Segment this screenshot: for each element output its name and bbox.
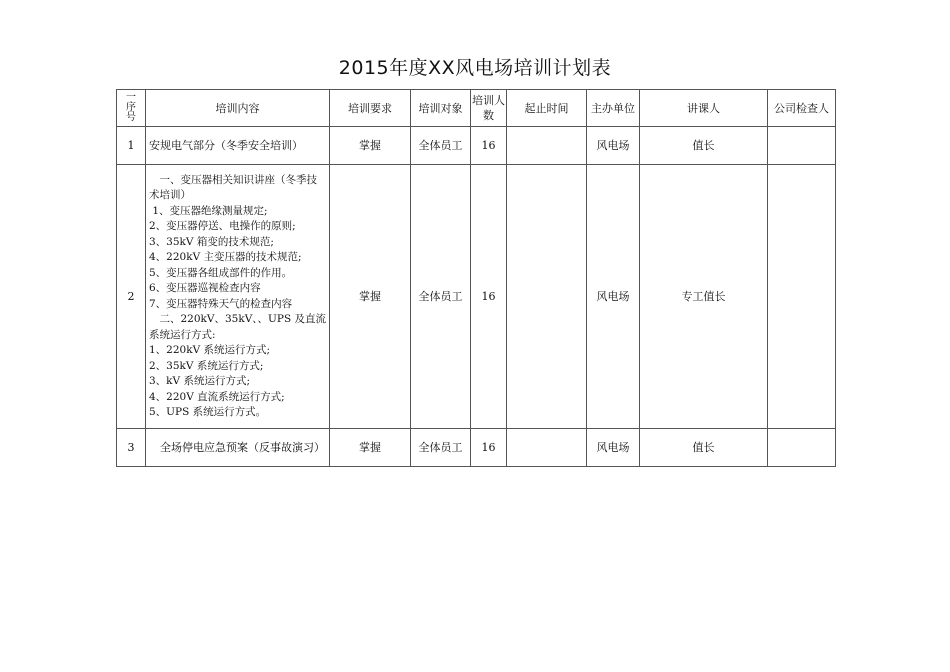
- content-line: 7、变压器特殊天气的检查内容: [149, 297, 293, 310]
- cell-time: [507, 429, 587, 467]
- cell-count: 16: [471, 429, 507, 467]
- header-requirement: 培训要求: [330, 90, 411, 127]
- cell-count: 16: [471, 165, 507, 429]
- cell-requirement: 掌握: [330, 165, 411, 429]
- header-count: 培训人数: [471, 90, 507, 127]
- cell-inspector: [768, 127, 836, 165]
- content-line: 4、220kV 主变压器的技术规范;: [149, 251, 302, 263]
- content-line: 5、变压器各组成部件的作用。: [149, 266, 293, 279]
- header-seq: [117, 90, 146, 127]
- cell-target: 全体员工: [411, 429, 471, 467]
- cell-time: [507, 165, 587, 429]
- cell-content: 安规电气部分（冬季安全培训）: [146, 127, 330, 165]
- cell-lecturer: 专工值长: [640, 165, 768, 429]
- cell-time: [507, 127, 587, 165]
- content-line: 一、变压器相关知识讲座（冬季技术培训）: [149, 173, 317, 201]
- content-line: 2、变压器停送、电操作的原则;: [149, 220, 296, 232]
- training-plan-table: [116, 89, 836, 467]
- header-inspector: 公司检查人: [768, 90, 836, 127]
- content-line: 2、35kV 系统运行方式;: [149, 359, 264, 372]
- table-row: [117, 127, 836, 165]
- cell-seq: 3: [117, 429, 146, 467]
- cell-seq: 1: [117, 127, 146, 165]
- content-line: 1、变压器绝缘测量规定;: [149, 204, 268, 217]
- cell-organizer: 风电场: [587, 429, 640, 467]
- cell-organizer: 风电场: [587, 127, 640, 165]
- header-seq-char: 号: [126, 112, 136, 123]
- content-line: 1、220kV 系统运行方式;: [149, 344, 271, 356]
- cell-requirement: 掌握: [330, 127, 411, 165]
- cell-inspector: [768, 429, 836, 467]
- header-seq-char: 序: [126, 102, 136, 113]
- header-target: 培训对象: [411, 90, 471, 127]
- content-line: 6、变压器巡视检查内容: [149, 282, 261, 294]
- cell-requirement: 掌握: [330, 429, 411, 467]
- content-line: 二、220kV、35kV、、UPS 及直流系统运行方式:: [149, 313, 326, 341]
- cell-count: 16: [471, 127, 507, 165]
- header-content: 培训内容: [146, 90, 330, 127]
- cell-inspector: [768, 165, 836, 429]
- table-row: [117, 165, 836, 429]
- cell-lecturer: 值长: [640, 127, 768, 165]
- page-title: 2015年度XX风电场培训计划表: [338, 57, 612, 79]
- content-line: 5、UPS 系统运行方式。: [149, 406, 267, 418]
- header-time: 起止时间: [507, 90, 587, 127]
- cell-content: 全场停电应急预案（反事故演习）: [146, 429, 330, 467]
- content-line: 3、kV 系统运行方式;: [149, 375, 251, 387]
- header-seq-char: 一: [126, 92, 136, 103]
- cell-lecturer: 值长: [640, 429, 768, 467]
- cell-organizer: 风电场: [587, 165, 640, 429]
- cell-target: 全体员工: [411, 127, 471, 165]
- cell-seq: 2: [117, 165, 146, 429]
- header-organizer: 主办单位: [587, 90, 640, 127]
- table-row: [117, 429, 836, 467]
- cell-content: [146, 165, 330, 429]
- cell-target: 全体员工: [411, 165, 471, 429]
- table-header-row: [117, 90, 836, 127]
- header-lecturer: 讲课人: [640, 90, 768, 127]
- content-line: 4、220V 直流系统运行方式;: [149, 390, 285, 403]
- content-line: 3、35kV 箱变的技术规范;: [149, 235, 274, 248]
